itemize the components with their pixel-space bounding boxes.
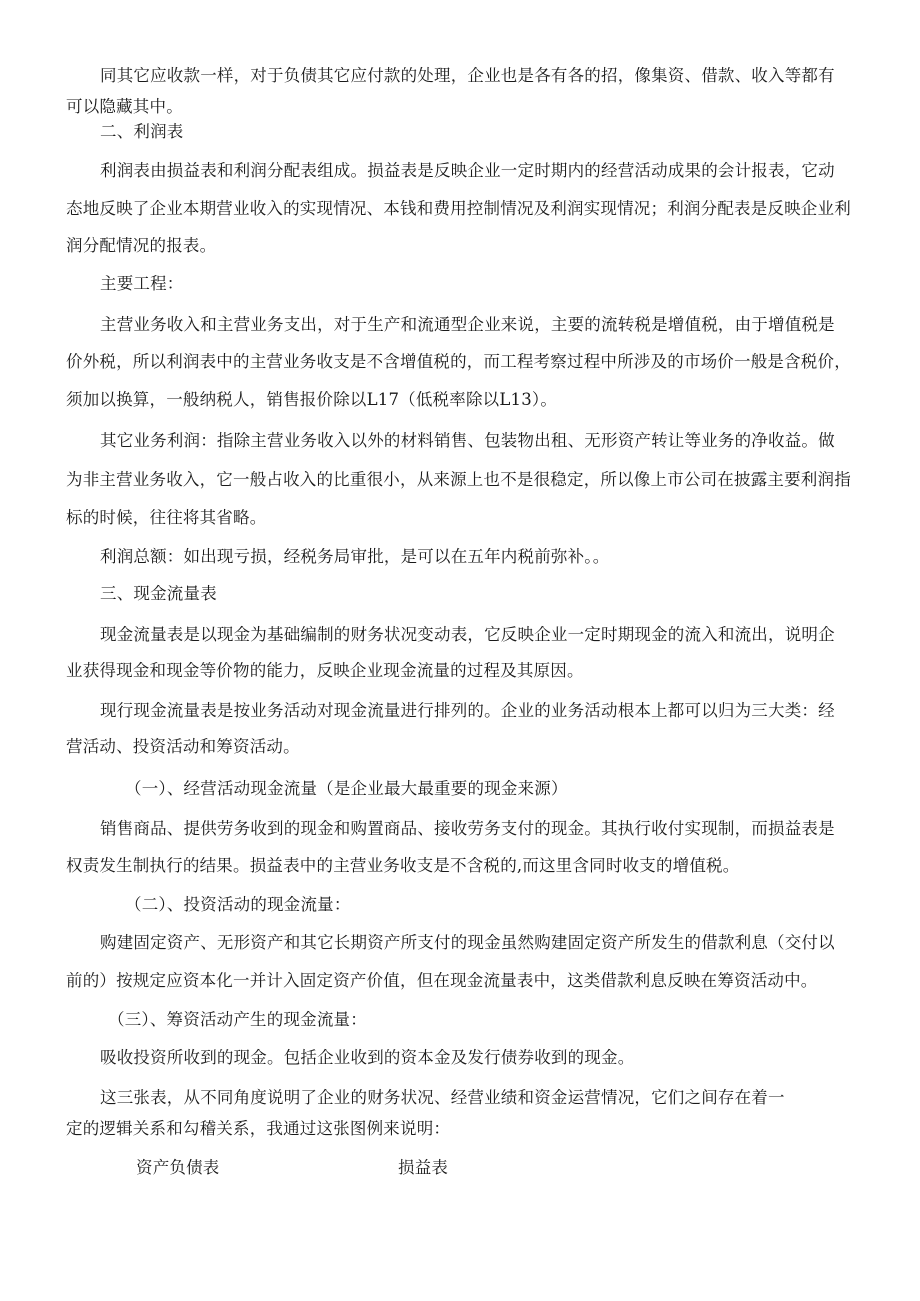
- paragraph-line: 前的）按规定应资本化一并计入固定资产价值，但在现金流量表中，这类借款利息反映在筹资活动中。: [66, 971, 818, 990]
- paragraph-line: 这三张表，从不同角度说明了企业的财务状况、经营业绩和资金运营情况，它们之间存在着一: [100, 1088, 785, 1107]
- paragraph-line: 现金流量表是以现金为基础编制的财务状况变动表，它反映企业一定时期现金的流入和流出，说明企: [100, 625, 835, 644]
- subheading: 主要工程：: [100, 274, 184, 293]
- paragraph-line: 现行现金流量表是按业务活动对现金流量进行排列的。企业的业务活动根本上都可以归为三大类：经: [100, 701, 835, 720]
- paragraph-line: 吸收投资所收到的现金。包括企业收到的资本金及发行债券收到的现金。: [100, 1048, 635, 1067]
- paragraph-line: 利润总额：如出现亏损，经税务局审批，是可以在五年内税前弥补。。: [100, 547, 610, 566]
- paragraph-line: 定的逻辑关系和勾稽关系，我通过这张图例来说明：: [66, 1119, 451, 1138]
- paragraph-line: 标的时候，往往将其省略。: [66, 508, 267, 527]
- section-heading: 二、利润表: [100, 122, 184, 141]
- subheading: （一）、经营活动现金流量（是企业最大最重要的现金来源）: [125, 779, 568, 798]
- paragraph-line: 同其它应收款一样，对于负债其它应付款的处理，企业也是各有各的招，像集资、借款、收入等都有: [100, 66, 835, 85]
- paragraph-line: 润分配情况的报表。: [66, 236, 217, 255]
- paragraph-line: 须加以换算，一般纳税人，销售报价除以L17（低税率除以L13）。: [66, 390, 558, 409]
- paragraph-line: 主营业务收入和主营业务支出，对于生产和流通型企业来说，主要的流转税是增值税，由于增值税是: [100, 315, 835, 334]
- paragraph-line: 价外税，所以利润表中的主营业务收支是不含增值税的，而工程考察过程中所涉及的市场价一般是含税价，: [66, 352, 851, 371]
- paragraph-line: 利润表由损益表和利润分配表组成。损益表是反映企业一定时期内的经营活动成果的会计报表，它动: [100, 161, 835, 180]
- paragraph-line: 可以隐藏其中。: [66, 97, 183, 116]
- paragraph-line: 权责发生制执行的结果。损益表中的主营业务收支是不含税的,而这里含同时收支的增值税。: [66, 856, 740, 875]
- subheading: （三）、筹资活动产生的现金流量：: [108, 1010, 367, 1029]
- income-statement-label: 损益表: [398, 1158, 449, 1177]
- paragraph-line: 其它业务利润：指除主营业务收入以外的材料销售、包装物出租、无形资产转让等业务的净收益。做: [100, 431, 835, 450]
- section-heading: 三、现金流量表: [100, 584, 217, 603]
- subheading: （二）、投资活动的现金流量：: [125, 895, 351, 914]
- paragraph-line: 为非主营业务收入，它一般占收入的比重很小，从来源上也不是很稳定，所以像上市公司在披露主要利润指: [66, 470, 851, 489]
- paragraph-line: 态地反映了企业本期营业收入的实现情况、本钱和费用控制情况及利润实现情况；利润分配表是反映企业利: [66, 199, 851, 218]
- paragraph-line: 购建固定资产、无形资产和其它长期资产所支付的现金虽然购建固定资产所发生的借款利息（交付以: [100, 933, 835, 952]
- paragraph-line: 销售商品、提供劳务收到的现金和购置商品、接收劳务支付的现金。其执行收付实现制，而损益表是: [100, 819, 835, 838]
- paragraph-line: 业获得现金和现金等价物的能力，反映企业现金流量的过程及其原因。: [66, 661, 584, 680]
- paragraph-line: 营活动、投资活动和筹资活动。: [66, 737, 300, 756]
- balance-sheet-label: 资产负债表: [136, 1158, 220, 1177]
